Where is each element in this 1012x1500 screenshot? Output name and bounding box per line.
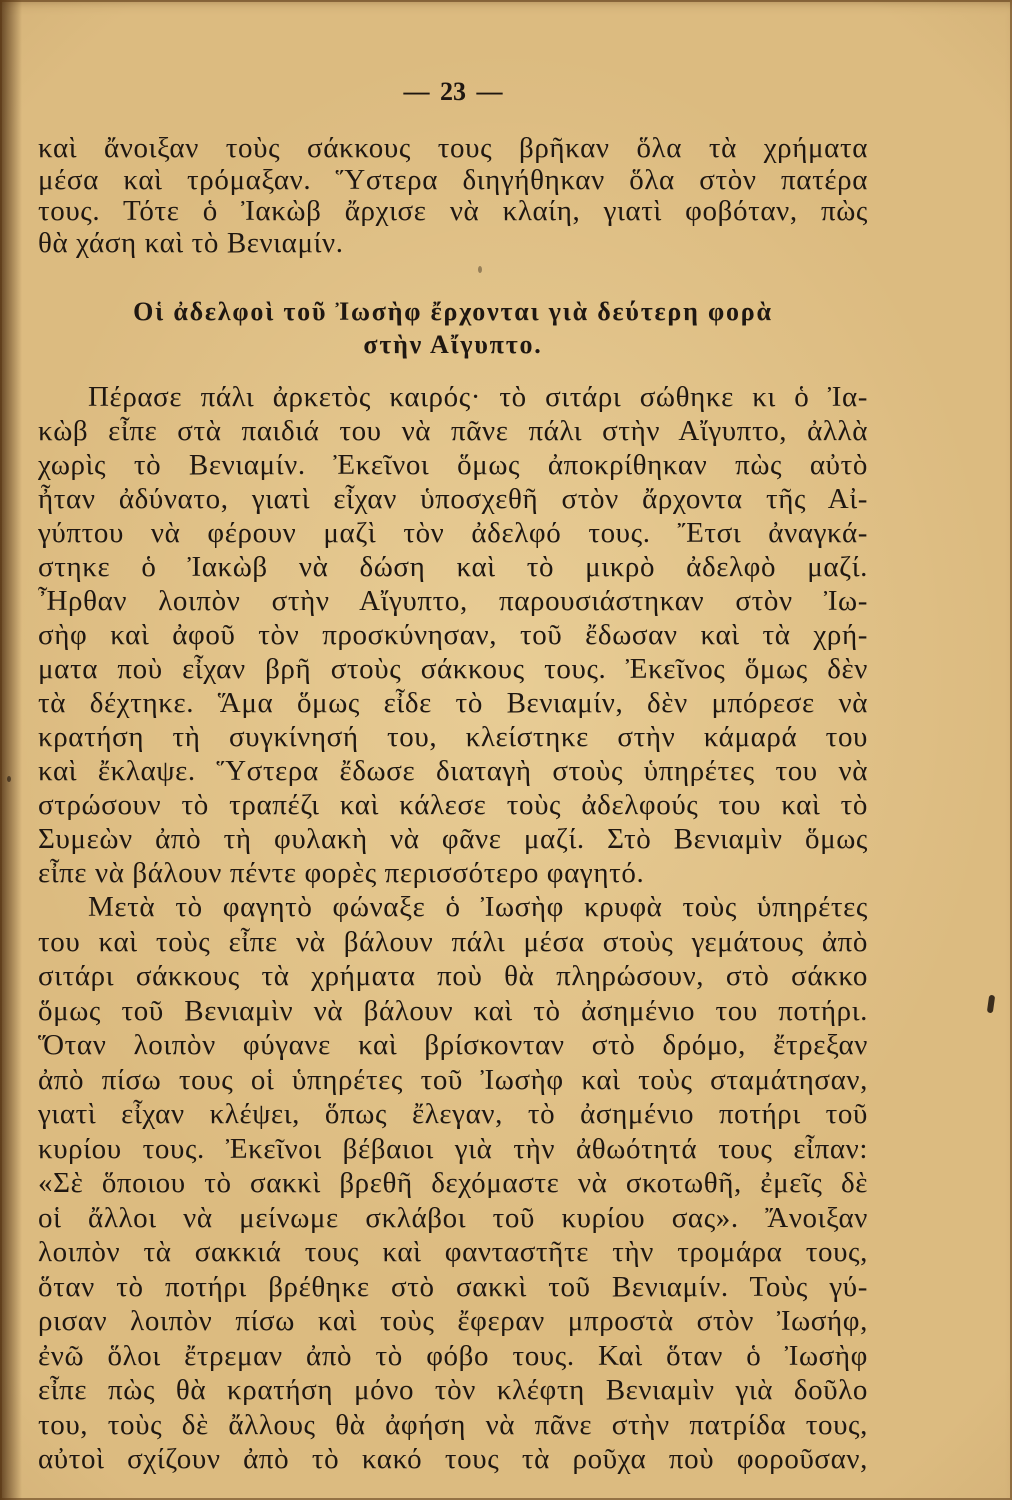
ink-speck	[7, 776, 11, 782]
text-line: στρώσουν τὸ τραπέζι καὶ κάλεσε τοὺς ἀδελφούς του καὶ τὸ	[38, 789, 868, 821]
text-line: γύπτου νὰ φέρουν μαζὶ τὸν ἀδελφό τους. Ἔτσι ἀναγκά-	[38, 517, 868, 549]
text-line: οἱ ἄλλοι νὰ μείνωμε σκλάβοι τοῦ κυρίου σας». Ἄνοιξαν	[38, 1201, 868, 1234]
text-line: μέσα καὶ τρόμαξαν. Ὕστερα διηγήθηκαν ὅλα στὸν πατέρα	[38, 163, 868, 196]
section-heading	[38, 295, 868, 361]
text-line: Ἦρθαν λοιπὸν στὴν Αἴγυπτο, παρουσιάστηκαν στὸν Ἰω-	[38, 585, 868, 617]
text-line: χωρὶς τὸ Βενιαμίν. Ἐκεῖνοι ὅμως ἀποκρίθηκαν πὼς αὐτὸ	[38, 449, 868, 481]
text-line: σὴφ καὶ ἀφοῦ τὸν προσκύνησαν, τοῦ ἔδωσαν καὶ τὰ χρή-	[38, 619, 868, 651]
section-heading-line: στὴν Αἴγυπτο.	[363, 330, 543, 359]
text-line: τὰ δέχτηκε. Ἅμα ὅμως εἶδε τὸ Βενιαμίν, δὲν μπόρεσε νὰ	[38, 687, 868, 719]
text-line: του, τοὺς δὲ ἄλλους θὰ ἀφήση νὰ πᾶνε στὴν πατρίδα τους,	[38, 1408, 868, 1441]
ink-speck	[478, 266, 482, 273]
text-line: Μετὰ τὸ φαγητὸ φώναξε ὁ Ἰωσὴφ κρυφὰ τοὺς ὑπηρέτες	[88, 891, 868, 923]
text-line: ὅμως τοῦ Βενιαμὶν νὰ βάλουν καὶ τὸ ἀσημένιο του ποτήρι.	[38, 994, 868, 1027]
page-number: — 23 —	[403, 77, 503, 106]
text-line: ἐνῶ ὅλοι ἔτρεμαν ἀπὸ τὸ φόβο τους. Καὶ ὅταν ὁ Ἰωσὴφ	[38, 1339, 868, 1372]
text-line: καὶ ἔκλαψε. Ὕστερα ἔδωσε διαταγὴ στοὺς ὑπηρέτες του νὰ	[38, 755, 868, 787]
paragraph	[38, 380, 868, 890]
text-line: κυρίου τους. Ἐκεῖνοι βέβαιοι γιὰ τὴν ἀθωότητά τους εἶπαν:	[38, 1132, 868, 1165]
text-line: εἶπε νὰ βάλουν πέντε φορὲς περισσότερο φαγητό.	[38, 857, 645, 889]
text-line: ρισαν λοιπὸν πίσω καὶ τοὺς ἔφεραν μπροστὰ στὸν Ἰωσήφ,	[38, 1305, 868, 1337]
text-line: Πέρασε πάλι ἀρκετὸς καιρός· τὸ σιτάρι σώθηκε κι ὁ Ἰα-	[88, 381, 868, 413]
paragraph	[38, 890, 868, 1477]
text-line: Ὅταν λοιπὸν φύγανε καὶ βρίσκονταν στὸ δρόμο, ἔτρεξαν	[38, 1029, 868, 1061]
text-line: ἀπὸ πίσω τους οἱ ὑπηρέτες τοῦ Ἰωσὴφ καὶ τοὺς σταμάτησαν,	[38, 1063, 868, 1096]
text-line: ματα ποὺ εἶχαν βρῆ στοὺς σάκκους τους. Ἐκεῖνος ὅμως δὲν	[38, 653, 868, 685]
text-line: εἶπε πὼς θὰ κρατήση μόνο τὸν κλέφτη Βενιαμὶν γιὰ δοῦλο	[38, 1374, 868, 1406]
section-heading-line: Οἱ ἀδελφοὶ τοῦ Ἰωσὴφ ἔρχονται γιὰ δεύτερη φορὰ	[133, 297, 773, 326]
text-line: στηκε ὁ Ἰακὼβ νὰ δώση καὶ τὸ μικρὸ ἀδελφὸ μαζί.	[38, 551, 868, 583]
text-line: αὐτοὶ σχίζουν ἀπὸ τὸ κακό τους τὰ ροῦχα ποὺ φοροῦσαν,	[38, 1443, 868, 1475]
text-line: ἦταν ἀδύνατο, γιατὶ εἶχαν ὑποσχεθῆ στὸν ἄρχοντα τῆς Αἰ-	[38, 483, 868, 515]
paragraph	[38, 133, 868, 259]
text-line: λοιπὸν τὰ σακκιά τους καὶ φανταστῆτε τὴν τρομάρα τους,	[38, 1236, 868, 1268]
text-line: κρατήση τὴ συγκίνησή του, κλείστηκε στὴν κάμαρά του	[38, 721, 868, 753]
text-line: καὶ ἄνοιξαν τοὺς σάκκους τους βρῆκαν ὅλα τὰ χρήματα	[38, 132, 868, 164]
text-line: του καὶ τοὺς εἶπε νὰ βάλουν πάλι μέσα στοὺς γεμάτους ἀπὸ	[38, 925, 868, 958]
text-line: «Σὲ ὅποιου τὸ σακκὶ βρεθῆ δεχόμαστε νὰ σκοτωθῆ, ἐμεῖς δὲ	[38, 1167, 868, 1199]
text-line: Συμεὼν ἀπὸ τὴ φυλακὴ νὰ φᾶνε μαζί. Στὸ Βενιαμὶν ὅμως	[38, 823, 868, 855]
text-line: κὼβ εἶπε στὰ παιδιά του νὰ πᾶνε πάλι στὴν Αἴγυπτο, ἀλλὰ	[38, 415, 868, 447]
text-line: γιατὶ εἶχαν κλέψει, ὅπως ἔλεγαν, τὸ ἀσημένιο ποτήρι τοῦ	[38, 1098, 868, 1130]
text-line: τους. Τότε ὁ Ἰακὼβ ἄρχισε νὰ κλαίη, γιατὶ φοβόταν, πὼς	[38, 195, 868, 227]
ink-speck	[987, 995, 995, 1014]
text-line: ὅταν τὸ ποτήρι βρέθηκε στὸ σακκὶ τοῦ Βενιαμίν. Τοὺς γύ-	[38, 1270, 868, 1303]
text-line: σιτάρι σάκκους τὰ χρήματα ποὺ θὰ πληρώσουν, στὸ σάκκο	[38, 960, 868, 992]
text-line: θὰ χάση καὶ τὸ Βενιαμίν.	[38, 226, 344, 259]
